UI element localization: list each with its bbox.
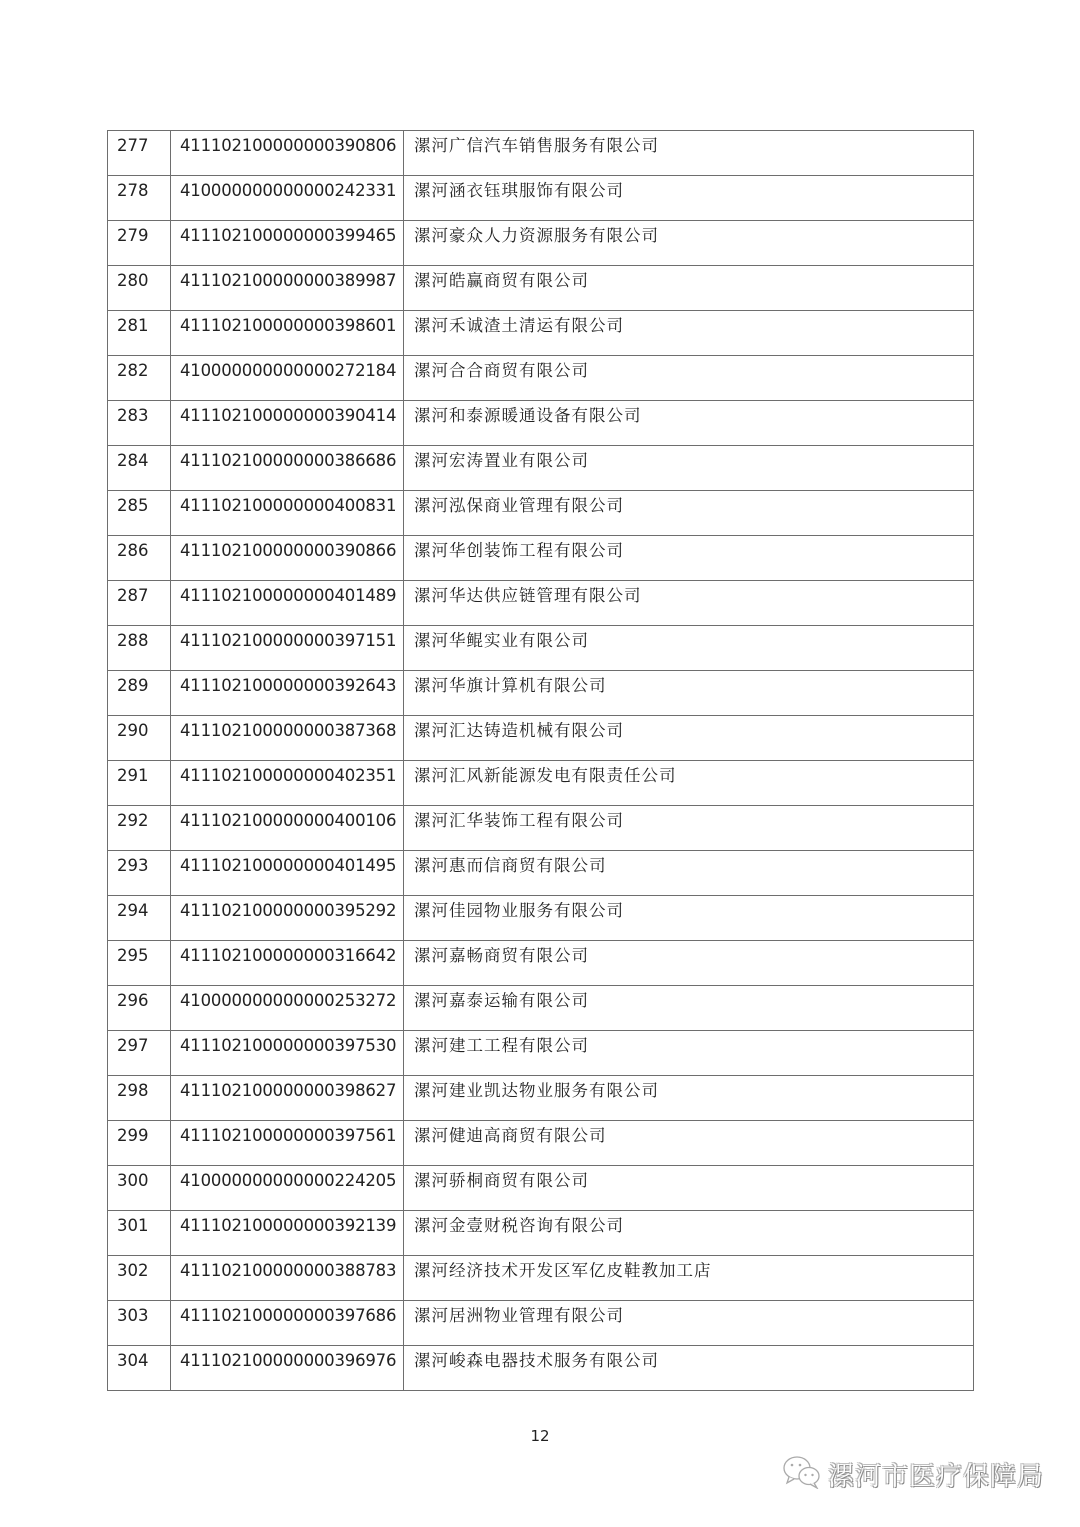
row-index: 295 bbox=[117, 946, 149, 965]
row-code: 411102100000000398601 bbox=[180, 316, 397, 335]
row-index: 280 bbox=[117, 271, 149, 290]
table-row bbox=[108, 1211, 974, 1256]
row-company-name: 漯河合合商贸有限公司 bbox=[414, 361, 589, 380]
table-row bbox=[108, 1301, 974, 1346]
row-code-cell bbox=[171, 1256, 404, 1301]
row-code: 411102100000000397151 bbox=[180, 631, 397, 650]
row-index: 286 bbox=[117, 541, 149, 560]
row-name-cell bbox=[404, 1301, 974, 1346]
row-name-cell bbox=[404, 1166, 974, 1211]
row-code-cell bbox=[171, 1031, 404, 1076]
row-code: 410000000000000242331 bbox=[180, 181, 397, 200]
row-index-cell bbox=[108, 266, 171, 311]
row-code: 411102100000000397530 bbox=[180, 1036, 397, 1055]
row-code-cell bbox=[171, 401, 404, 446]
row-index-cell bbox=[108, 401, 171, 446]
row-code: 411102100000000401489 bbox=[180, 586, 397, 605]
row-name-cell bbox=[404, 1256, 974, 1301]
table-row bbox=[108, 1076, 974, 1121]
row-company-name: 漯河峻森电器技术服务有限公司 bbox=[414, 1351, 659, 1370]
row-index-cell bbox=[108, 986, 171, 1031]
row-company-name: 漯河宏涛置业有限公司 bbox=[414, 451, 589, 470]
row-code: 411102100000000388783 bbox=[180, 1261, 397, 1280]
row-company-name: 漯河居洲物业管理有限公司 bbox=[414, 1306, 624, 1325]
row-name-cell bbox=[404, 266, 974, 311]
row-name-cell bbox=[404, 761, 974, 806]
row-index-cell bbox=[108, 941, 171, 986]
row-code: 410000000000000253272 bbox=[180, 991, 397, 1010]
table-row bbox=[108, 806, 974, 851]
table-row bbox=[108, 1166, 974, 1211]
row-index-cell bbox=[108, 716, 171, 761]
row-index: 292 bbox=[117, 811, 149, 830]
row-code: 411102100000000397561 bbox=[180, 1126, 397, 1145]
row-index: 301 bbox=[117, 1216, 149, 1235]
row-code-cell bbox=[171, 221, 404, 266]
row-code-cell bbox=[171, 941, 404, 986]
table-row bbox=[108, 581, 974, 626]
row-code-cell bbox=[171, 986, 404, 1031]
row-name-cell bbox=[404, 176, 974, 221]
row-code-cell bbox=[171, 716, 404, 761]
table-row bbox=[108, 446, 974, 491]
row-index: 278 bbox=[117, 181, 149, 200]
table-row bbox=[108, 941, 974, 986]
row-code: 411102100000000395292 bbox=[180, 901, 397, 920]
row-index: 291 bbox=[117, 766, 149, 785]
row-index-cell bbox=[108, 851, 171, 896]
row-index-cell bbox=[108, 1211, 171, 1256]
row-code-cell bbox=[171, 626, 404, 671]
row-company-name: 漯河建业凯达物业服务有限公司 bbox=[414, 1081, 659, 1100]
row-index-cell bbox=[108, 896, 171, 941]
watermark bbox=[782, 1455, 1044, 1493]
table-row bbox=[108, 1346, 974, 1391]
row-code: 411102100000000396976 bbox=[180, 1351, 397, 1370]
row-name-cell bbox=[404, 311, 974, 356]
row-company-name: 漯河佳园物业服务有限公司 bbox=[414, 901, 624, 920]
row-company-name: 漯河广信汽车销售服务有限公司 bbox=[414, 136, 659, 155]
row-index: 294 bbox=[117, 901, 149, 920]
row-index: 288 bbox=[117, 631, 149, 650]
row-index: 299 bbox=[117, 1126, 149, 1145]
row-index-cell bbox=[108, 536, 171, 581]
row-name-cell bbox=[404, 221, 974, 266]
table-row bbox=[108, 1121, 974, 1166]
row-code-cell bbox=[171, 131, 404, 176]
row-name-cell bbox=[404, 986, 974, 1031]
row-code-cell bbox=[171, 266, 404, 311]
row-name-cell bbox=[404, 1076, 974, 1121]
row-index: 296 bbox=[117, 991, 149, 1010]
row-company-name: 漯河惠而信商贸有限公司 bbox=[414, 856, 607, 875]
row-name-cell bbox=[404, 716, 974, 761]
row-name-cell bbox=[404, 356, 974, 401]
row-code-cell bbox=[171, 446, 404, 491]
row-index-cell bbox=[108, 806, 171, 851]
row-company-name: 漯河建工工程有限公司 bbox=[414, 1036, 589, 1055]
row-name-cell bbox=[404, 401, 974, 446]
row-company-name: 漯河骄桐商贸有限公司 bbox=[414, 1171, 589, 1190]
row-index-cell bbox=[108, 761, 171, 806]
row-index-cell bbox=[108, 671, 171, 716]
row-index: 304 bbox=[117, 1351, 149, 1370]
table-row bbox=[108, 761, 974, 806]
row-company-name: 漯河健迪高商贸有限公司 bbox=[414, 1126, 607, 1145]
table-row bbox=[108, 896, 974, 941]
row-index: 293 bbox=[117, 856, 149, 875]
table-row bbox=[108, 536, 974, 581]
table-row bbox=[108, 851, 974, 896]
row-name-cell bbox=[404, 446, 974, 491]
table-body bbox=[108, 131, 974, 1391]
row-code-cell bbox=[171, 1076, 404, 1121]
row-index: 298 bbox=[117, 1081, 149, 1100]
table-row bbox=[108, 401, 974, 446]
row-code-cell bbox=[171, 896, 404, 941]
row-code-cell bbox=[171, 356, 404, 401]
row-index-cell bbox=[108, 1031, 171, 1076]
row-index: 289 bbox=[117, 676, 149, 695]
row-index-cell bbox=[108, 1121, 171, 1166]
row-code-cell bbox=[171, 806, 404, 851]
row-company-name: 漯河汇达铸造机械有限公司 bbox=[414, 721, 624, 740]
table-row bbox=[108, 266, 974, 311]
row-name-cell bbox=[404, 851, 974, 896]
row-index-cell bbox=[108, 1166, 171, 1211]
row-code-cell bbox=[171, 671, 404, 716]
row-code: 410000000000000224205 bbox=[180, 1171, 397, 1190]
company-list-table bbox=[107, 130, 974, 1391]
row-index-cell bbox=[108, 1346, 171, 1391]
row-index: 277 bbox=[117, 136, 149, 155]
row-code: 411102100000000401495 bbox=[180, 856, 397, 875]
row-index-cell bbox=[108, 626, 171, 671]
row-name-cell bbox=[404, 581, 974, 626]
row-name-cell bbox=[404, 896, 974, 941]
row-name-cell bbox=[404, 1121, 974, 1166]
row-company-name: 漯河嘉泰运输有限公司 bbox=[414, 991, 589, 1010]
row-code: 411102100000000387368 bbox=[180, 721, 397, 740]
row-code: 411102100000000400831 bbox=[180, 496, 397, 515]
row-name-cell bbox=[404, 1211, 974, 1256]
table-row bbox=[108, 491, 974, 536]
row-index: 303 bbox=[117, 1306, 149, 1325]
row-company-name: 漯河华旗计算机有限公司 bbox=[414, 676, 607, 695]
table-row bbox=[108, 1031, 974, 1076]
row-code: 411102100000000392139 bbox=[180, 1216, 397, 1235]
row-code: 410000000000000272184 bbox=[180, 361, 397, 380]
row-code-cell bbox=[171, 1346, 404, 1391]
row-code-cell bbox=[171, 851, 404, 896]
table-row bbox=[108, 131, 974, 176]
row-index: 290 bbox=[117, 721, 149, 740]
row-company-name: 漯河涵衣钰琪服饰有限公司 bbox=[414, 181, 624, 200]
table-row bbox=[108, 671, 974, 716]
table-row bbox=[108, 176, 974, 221]
row-code-cell bbox=[171, 176, 404, 221]
row-name-cell bbox=[404, 626, 974, 671]
row-code-cell bbox=[171, 536, 404, 581]
row-company-name: 漯河华达供应链管理有限公司 bbox=[414, 586, 642, 605]
row-index-cell bbox=[108, 1301, 171, 1346]
row-index: 282 bbox=[117, 361, 149, 380]
row-code-cell bbox=[171, 491, 404, 536]
row-index: 284 bbox=[117, 451, 149, 470]
row-code: 411102100000000398627 bbox=[180, 1081, 397, 1100]
row-name-cell bbox=[404, 536, 974, 581]
row-code-cell bbox=[171, 761, 404, 806]
row-name-cell bbox=[404, 131, 974, 176]
row-code-cell bbox=[171, 1166, 404, 1211]
row-company-name: 漯河和泰源暖通设备有限公司 bbox=[414, 406, 642, 425]
row-name-cell bbox=[404, 491, 974, 536]
row-company-name: 漯河华鲲实业有限公司 bbox=[414, 631, 589, 650]
row-name-cell bbox=[404, 671, 974, 716]
row-index-cell bbox=[108, 1256, 171, 1301]
row-index: 285 bbox=[117, 496, 149, 515]
row-index-cell bbox=[108, 491, 171, 536]
row-index-cell bbox=[108, 1076, 171, 1121]
row-code: 411102100000000316642 bbox=[180, 946, 397, 965]
wechat-icon bbox=[782, 1455, 822, 1493]
row-company-name: 漯河豪众人力资源服务有限公司 bbox=[414, 226, 659, 245]
row-index-cell bbox=[108, 356, 171, 401]
table-row bbox=[108, 716, 974, 761]
row-name-cell bbox=[404, 1346, 974, 1391]
row-index: 283 bbox=[117, 406, 149, 425]
row-company-name: 漯河泓保商业管理有限公司 bbox=[414, 496, 624, 515]
row-name-cell bbox=[404, 941, 974, 986]
row-company-name: 漯河汇风新能源发电有限责任公司 bbox=[414, 766, 677, 785]
row-company-name: 漯河禾诚渣土清运有限公司 bbox=[414, 316, 624, 335]
row-code-cell bbox=[171, 581, 404, 626]
row-code: 411102100000000402351 bbox=[180, 766, 397, 785]
page-number: 12 bbox=[530, 1427, 550, 1445]
watermark-text: 漯河市医疗保障局 bbox=[828, 1461, 1045, 1492]
row-code: 411102100000000392643 bbox=[180, 676, 397, 695]
row-code: 411102100000000389987 bbox=[180, 271, 397, 290]
row-index-cell bbox=[108, 131, 171, 176]
table-row bbox=[108, 626, 974, 671]
row-index: 297 bbox=[117, 1036, 149, 1055]
table-row bbox=[108, 311, 974, 356]
row-code: 411102100000000390414 bbox=[180, 406, 397, 425]
row-code: 411102100000000399465 bbox=[180, 226, 397, 245]
row-company-name: 漯河金壹财税咨询有限公司 bbox=[414, 1216, 624, 1235]
row-index-cell bbox=[108, 581, 171, 626]
row-code-cell bbox=[171, 1301, 404, 1346]
row-company-name: 漯河皓赢商贸有限公司 bbox=[414, 271, 589, 290]
row-index-cell bbox=[108, 311, 171, 356]
row-index-cell bbox=[108, 446, 171, 491]
table-row bbox=[108, 356, 974, 401]
row-code: 411102100000000390806 bbox=[180, 136, 397, 155]
row-index-cell bbox=[108, 176, 171, 221]
row-code-cell bbox=[171, 1121, 404, 1166]
row-code: 411102100000000400106 bbox=[180, 811, 397, 830]
row-index: 302 bbox=[117, 1261, 149, 1280]
row-company-name: 漯河华创装饰工程有限公司 bbox=[414, 541, 624, 560]
row-index: 281 bbox=[117, 316, 149, 335]
row-company-name: 漯河嘉畅商贸有限公司 bbox=[414, 946, 589, 965]
row-name-cell bbox=[404, 806, 974, 851]
row-company-name: 漯河经济技术开发区军亿皮鞋教加工店 bbox=[414, 1261, 712, 1280]
row-code: 411102100000000397686 bbox=[180, 1306, 397, 1325]
row-index-cell bbox=[108, 221, 171, 266]
row-index: 287 bbox=[117, 586, 149, 605]
row-name-cell bbox=[404, 1031, 974, 1076]
row-code-cell bbox=[171, 1211, 404, 1256]
row-index: 300 bbox=[117, 1171, 149, 1190]
row-company-name: 漯河汇华装饰工程有限公司 bbox=[414, 811, 624, 830]
table-row bbox=[108, 221, 974, 266]
table-row bbox=[108, 986, 974, 1031]
row-code-cell bbox=[171, 311, 404, 356]
row-code: 411102100000000390866 bbox=[180, 541, 397, 560]
row-code: 411102100000000386686 bbox=[180, 451, 397, 470]
table-row bbox=[108, 1256, 974, 1301]
row-index: 279 bbox=[117, 226, 149, 245]
